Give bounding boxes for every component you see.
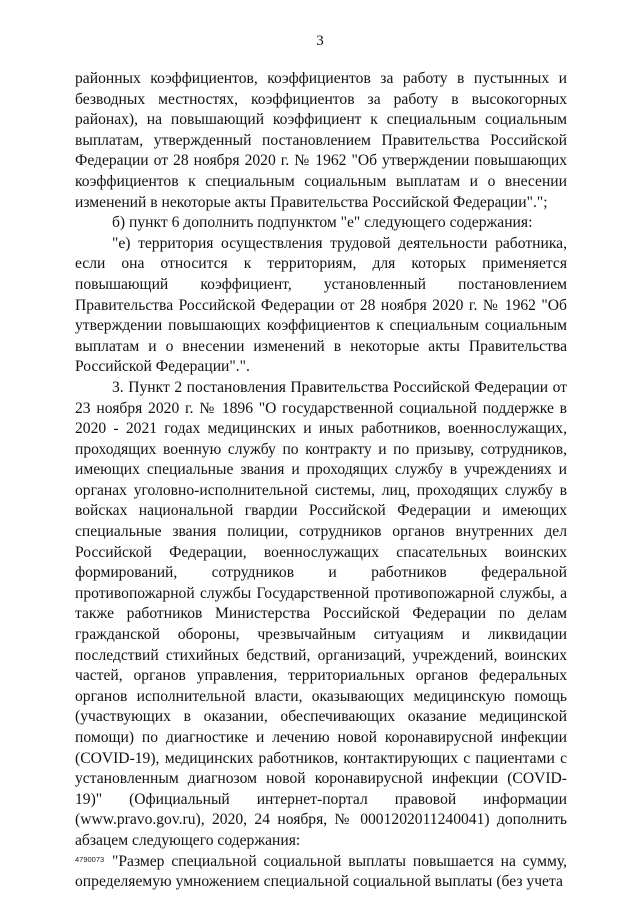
document-code: 4790073 bbox=[75, 855, 105, 864]
paragraph-quoted-addition: "Размер специальной социальной выплаты повышается на сумму, определяемую умножением специальной социальной выплаты (без учета bbox=[75, 852, 567, 891]
page-number: 3 bbox=[316, 33, 324, 49]
document-body bbox=[75, 69, 567, 893]
paragraph-item-3: 3. Пункт 2 постановления Правительства Российской Федерации от 23 ноября 2020 г. № 1896 "О государственной социальной поддержке в 2020 - 2021 годах медицинских и иных работников, военнослужащих, проходящих военную службу по контракту и по призыву, сотрудников, имеющих специальные звания и проходящих службу в учреждениях и органах уголовно-исполнительной системы, лиц, проходящих службу в войсках национальной гвардии Российской Федерации и имеющих специальные звания полиции, сотрудников органов внутренних дел Российской Федерации, военнослужащих спасательных воинских формирований, сотрудников и работников федеральной противопожарной службы Государственной противопожарной службы, а также работников Министерства Российской Федерации по делам гражданской обороны, чрезвычайным ситуациям и ликвидации последствий стихийных бедствий, организаций, учреждений, воинских частей, органов управления, территориальных органов федеральных органов исполнительной власти, оказывающих медицинскую помощь (участвующих в оказании, обеспечивающих оказание медицинской помощи) по диагностике и лечению новой коронавирусной инфекции (COVID-19), медицинских работников, контактирующих с пациентами с установленным диагнозом новой коронавирусной инфекции (COVID-19)" (Официальный интернет-портал правовой информации (www.pravo.gov.ru), 2020, 24 ноября, № 0001202011240041) дополнить абзацем следующего содержания: bbox=[75, 378, 567, 849]
paragraph-subitem-b: б) пункт 6 дополнить подпунктом "е" следующего содержания: bbox=[112, 214, 533, 232]
paragraph-continuation: районных коэффициентов, коэффициентов за работу в пустынных и безводных местностях, коэффициентов за работу в высокогорных районах), на повышающий коэффициент к специальным социальным выплатам, утвержденный постановлением Правительства Российской Федерации от 28 ноября 2020 г. № 1962 "Об утверждении повышающих коэффициентов к специальным социальным выплатам и о внесении изменений в некоторые акты Правительства Российской Федерации"."; bbox=[75, 70, 567, 211]
paragraph-subitem-e: "е) территория осуществления трудовой деятельности работника, если она относится к территориям, для которых применяется повышающий коэффициент, установленный постановлением Правительства Российской Федерации от 28 ноября 2020 г. № 1962 "Об утверждении повышающих коэффициентов к специальным социальным выплатам и о внесении изменений в некоторые акты Правительства Российской Федерации".". bbox=[75, 234, 567, 376]
